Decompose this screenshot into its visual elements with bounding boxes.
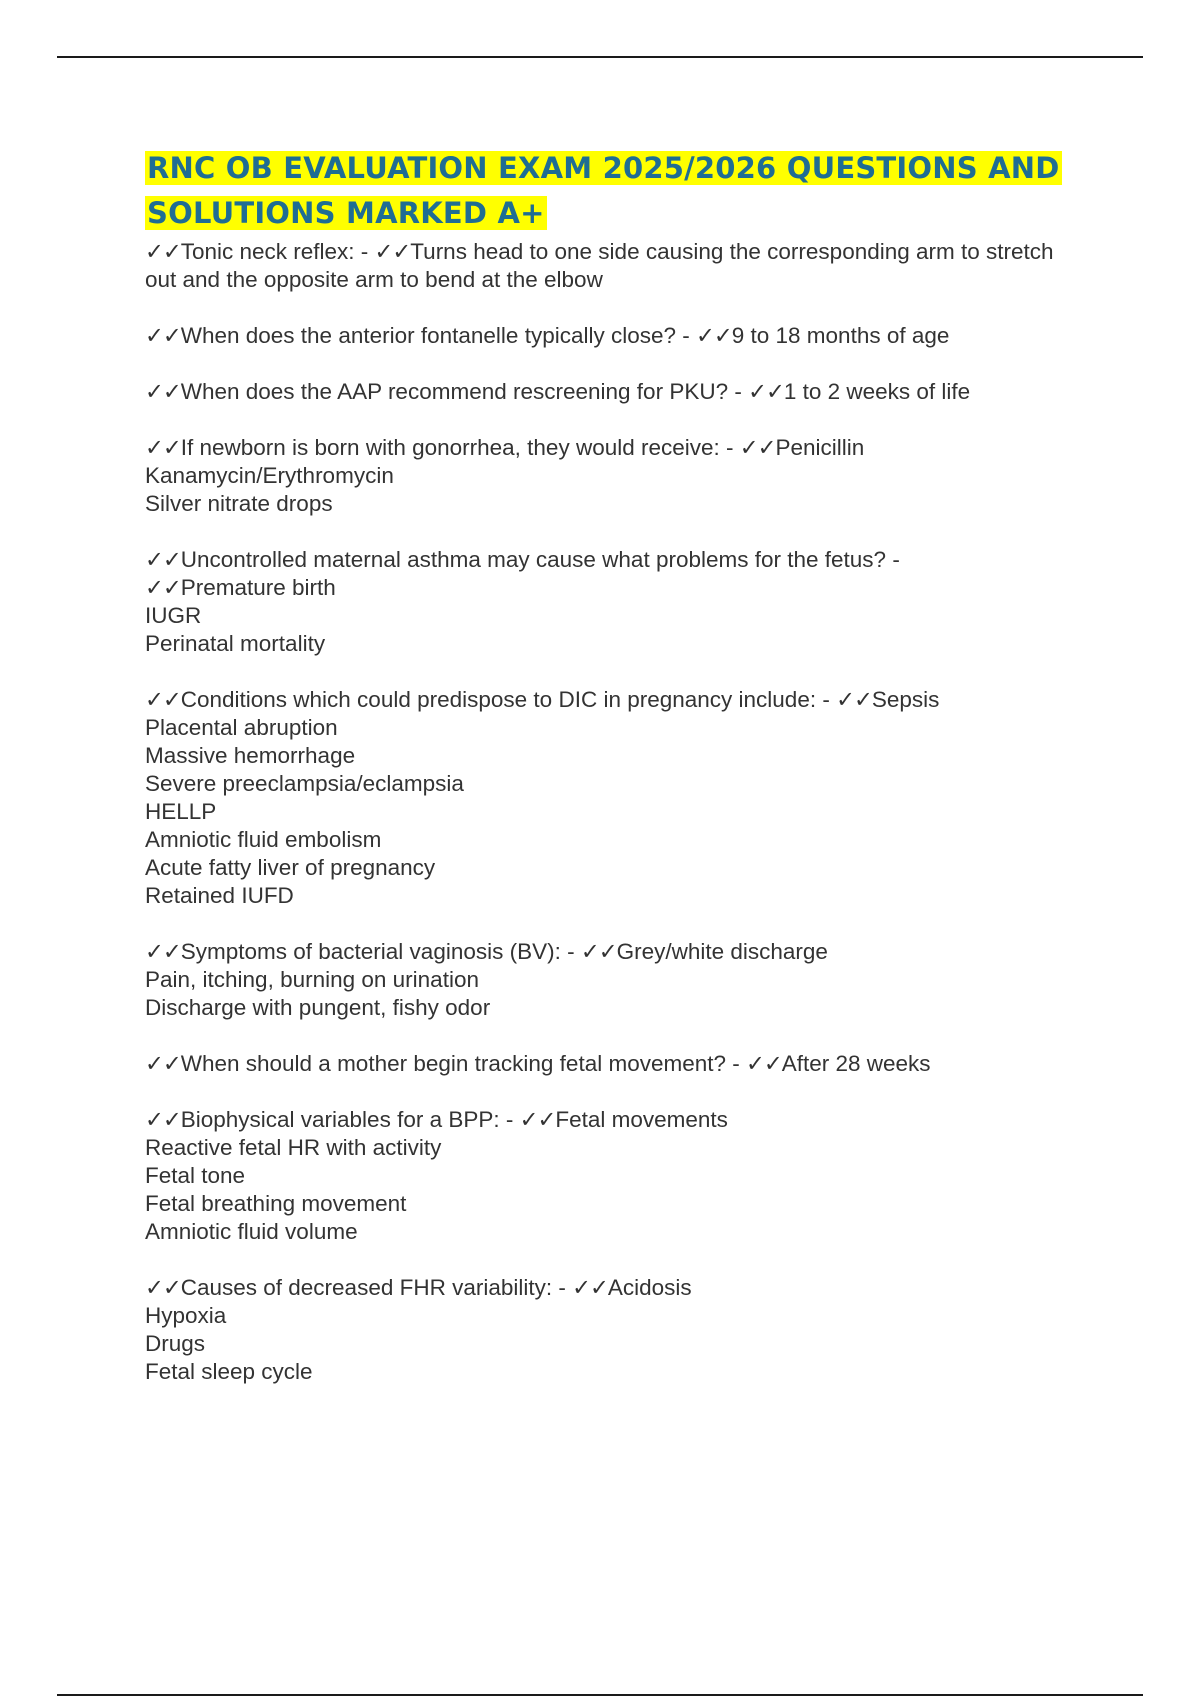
qa-item (145, 1274, 1065, 1386)
question-text: When should a mother begin tracking fetal movement? (180, 1051, 727, 1076)
answer-text: Premature birth (180, 575, 336, 600)
answer-text: Sepsis (871, 687, 940, 712)
answer-line: Hypoxia (145, 1303, 227, 1328)
check-mark: ✓✓ (145, 575, 181, 600)
answer-line: Reactive fetal HR with activity (145, 1135, 442, 1160)
qa-question-line: ✓✓Tonic neck reflex: - ✓✓Turns head to one side causing the corresponding arm to stretch out and the opposite arm to bend at the elbow (145, 239, 1054, 292)
answer-text: Grey/white discharge (616, 939, 828, 964)
answer-line: Perinatal mortality (145, 631, 326, 656)
answer-line: Silver nitrate drops (145, 491, 333, 516)
qa-item (145, 434, 1065, 518)
check-mark: ✓✓ (145, 1051, 181, 1076)
question-text: Causes of decreased FHR variability: (180, 1275, 553, 1300)
check-mark: ✓✓ (580, 939, 617, 964)
answer-line: Kanamycin/Erythromycin (145, 463, 394, 488)
check-mark: ✓✓ (145, 239, 181, 264)
check-mark: ✓✓ (739, 435, 776, 460)
question-text: If newborn is born with gonorrhea, they would receive: (180, 435, 720, 460)
answer-text: 1 to 2 weeks of life (783, 379, 971, 404)
answer-text: 9 to 18 months of age (731, 323, 950, 348)
answer-line: Retained IUFD (145, 883, 294, 908)
check-mark: ✓✓ (145, 379, 181, 404)
answer-line: Amniotic fluid embolism (145, 827, 382, 852)
qa-question-line: ✓✓When does the AAP recommend rescreening for PKU? - ✓✓1 to 2 weeks of life (145, 379, 971, 404)
question-text: Symptoms of bacterial vaginosis (BV): (180, 939, 561, 964)
answer-line: HELLP (145, 799, 217, 824)
check-mark: ✓✓ (748, 379, 784, 404)
qa-question-line: ✓✓When does the anterior fontanelle typically close? - ✓✓9 to 18 months of age (145, 323, 950, 348)
qa-item (145, 378, 1065, 406)
check-mark: ✓✓ (145, 435, 181, 460)
answer-line: Placental abruption (145, 715, 338, 740)
question-text: When does the anterior fontanelle typically close? (180, 323, 677, 348)
check-mark: ✓✓ (374, 239, 411, 264)
check-mark: ✓✓ (696, 323, 732, 348)
qa-question-line: ✓✓Symptoms of bacterial vaginosis (BV): - ✓✓Grey/white discharge (145, 939, 828, 964)
question-text: Uncontrolled maternal asthma may cause what problems for the fetus? (180, 547, 887, 572)
question-text: Conditions which could predispose to DIC in pregnancy include: (180, 687, 817, 712)
qa-question-line: ✓✓Uncontrolled maternal asthma may cause what problems for the fetus? - (145, 547, 900, 572)
check-mark: ✓✓ (572, 1275, 608, 1300)
check-mark: ✓✓ (836, 687, 872, 712)
qa-item (145, 1106, 1065, 1246)
qa-question-line: ✓✓Biophysical variables for a BPP: - ✓✓Fetal movements (145, 1107, 728, 1132)
question-text: Biophysical variables for a BPP: (180, 1107, 500, 1132)
qa-question-line: ✓✓Causes of decreased FHR variability: - ✓✓Acidosis (145, 1275, 692, 1300)
answer-text: Acidosis (607, 1275, 692, 1300)
answer-line: Discharge with pungent, fishy odor (145, 995, 491, 1020)
document-title: RNC OB EVALUATION EXAM 2025/2026 QUESTIONS AND SOLUTIONS MARKED A+ (147, 151, 1060, 230)
answer-line: Pain, itching, burning on urination (145, 967, 479, 992)
answer-line: Severe preeclampsia/eclampsia (145, 771, 464, 796)
qa-item (145, 546, 1065, 658)
answer-line: Drugs (145, 1331, 206, 1356)
check-mark: ✓✓ (145, 939, 181, 964)
header-rule (57, 56, 1143, 58)
qa-item (145, 322, 1065, 350)
answer-line: Fetal tone (145, 1163, 246, 1188)
document-content (145, 146, 1065, 1414)
check-mark: ✓✓ (145, 547, 181, 572)
check-mark: ✓✓ (519, 1107, 556, 1132)
answer-text: Fetal movements (555, 1107, 728, 1132)
check-mark: ✓✓ (145, 1275, 181, 1300)
qa-item (145, 1050, 1065, 1078)
answer-line: Amniotic fluid volume (145, 1219, 358, 1244)
check-mark: ✓✓ (145, 687, 181, 712)
question-text: Tonic neck reflex: (180, 239, 355, 264)
check-mark: ✓✓ (145, 1107, 181, 1132)
check-mark: ✓✓ (145, 323, 181, 348)
answer-line: Massive hemorrhage (145, 743, 356, 768)
footer-rule (57, 1694, 1143, 1696)
qa-item (145, 686, 1065, 910)
question-text: When does the AAP recommend rescreening for PKU? (180, 379, 729, 404)
qa-question-line: ✓✓If newborn is born with gonorrhea, they would receive: - ✓✓Penicillin (145, 435, 865, 460)
answer-line: Fetal breathing movement (145, 1191, 407, 1216)
answer-line: Fetal sleep cycle (145, 1359, 313, 1384)
check-mark: ✓✓ (746, 1051, 782, 1076)
qa-question-line: ✓✓When should a mother begin tracking fetal movement? - ✓✓After 28 weeks (145, 1051, 931, 1076)
qa-item (145, 938, 1065, 1022)
qa-question-line: ✓✓Conditions which could predispose to DIC in pregnancy include: - ✓✓Sepsis (145, 687, 940, 712)
answer-line: IUGR (145, 603, 202, 628)
answer-line (145, 574, 1065, 602)
qa-item (145, 238, 1065, 294)
answer-text: After 28 weeks (781, 1051, 931, 1076)
answer-text: Turns head to one side causing the corresponding arm to stretch out and the opposite arm to bend at the elbow (145, 239, 1054, 292)
answer-text: Penicillin (775, 435, 865, 460)
answer-line: Acute fatty liver of pregnancy (145, 855, 436, 880)
